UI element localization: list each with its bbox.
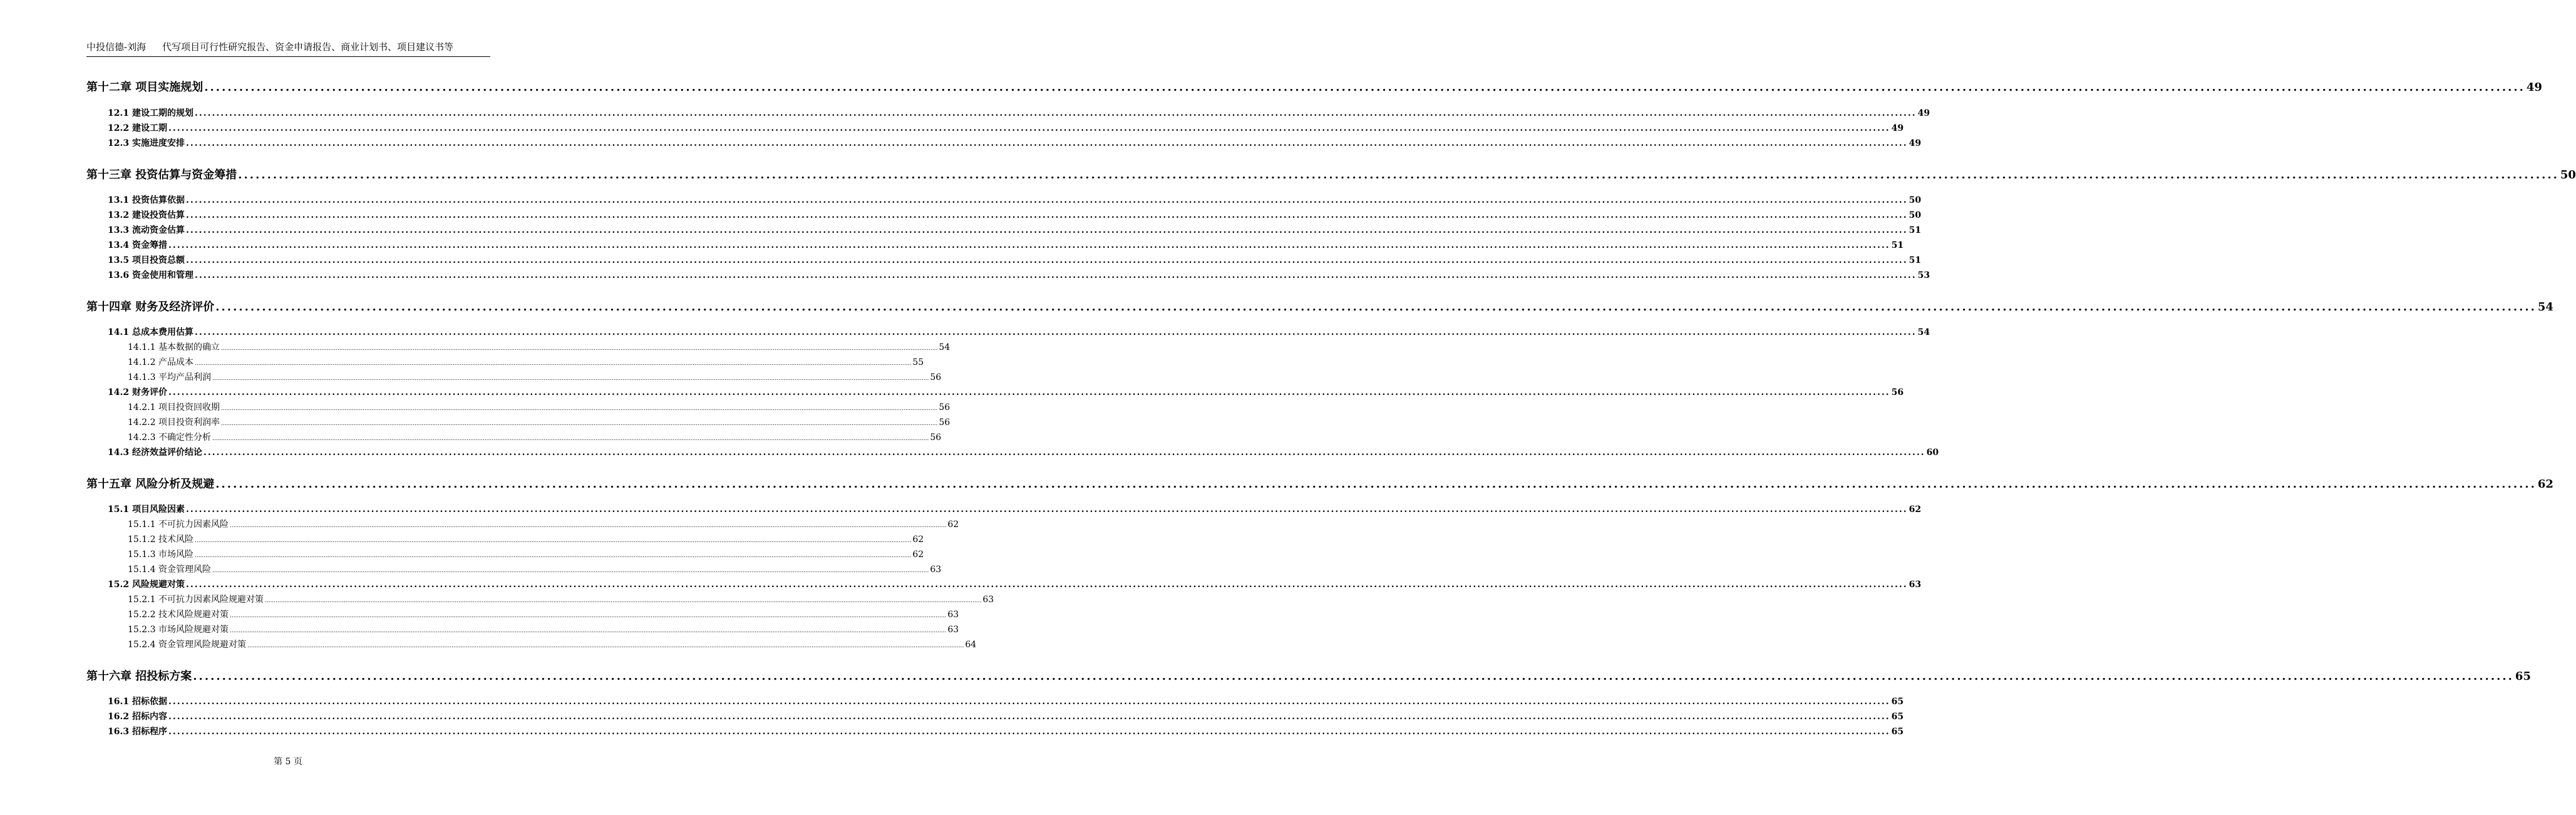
toc-page-number: 49 xyxy=(2526,81,2542,94)
toc-entry-label: 第十五章 风险分析及规避 xyxy=(86,478,215,491)
toc-sub-entry[interactable] xyxy=(128,416,951,428)
toc-entry-label: 12.3 实施进度安排 xyxy=(108,138,185,148)
toc-sub-entry[interactable] xyxy=(128,608,959,620)
toc-sub-entry[interactable] xyxy=(128,548,924,560)
toc-section-entry[interactable] xyxy=(108,710,1904,722)
toc-section-entry[interactable] xyxy=(108,446,1939,458)
toc-page-number: 54 xyxy=(939,342,951,352)
toc-dot-leader: ................................................................................................................................................................................................................................................................................................................................................................................................................ xyxy=(204,81,2525,94)
toc-page-number: 54 xyxy=(2537,300,2553,314)
toc-entry-label: 14.2.2 项目投资利润率 xyxy=(128,418,220,428)
toc-entry-label: 14.1.1 基本数据的确立 xyxy=(128,342,220,352)
toc-entry-label: 13.2 建设投资估算 xyxy=(108,210,185,220)
toc-dot-leader: ................................................................................................................................................................................................................................................................................................................................................................................................................ xyxy=(185,580,1908,590)
toc-entry-label: 15.2.4 资金管理风险规避对策 xyxy=(128,640,246,650)
toc-dot-leader: ................................................................................................................................................................................................................................................................................................................................................................................................................ xyxy=(194,553,912,559)
toc-page-number: 63 xyxy=(1909,580,1922,590)
toc-dot-leader: ................................................................................................................................................................................................................................................................................................................................................................................................................ xyxy=(220,406,938,412)
toc-page-number: 62 xyxy=(947,520,959,530)
toc-section-entry[interactable] xyxy=(108,254,1922,266)
toc-page-number: 62 xyxy=(1909,505,1922,515)
toc-entry-label: 第十六章 招投标方案 xyxy=(86,670,192,683)
toc-sub-entry[interactable] xyxy=(128,431,942,443)
toc-section-entry[interactable] xyxy=(108,325,1930,338)
toc-entry-label: 14.1 总成本费用估算 xyxy=(108,327,193,337)
toc-entry-label: 12.1 建设工期的规划 xyxy=(108,108,193,118)
toc-page-number: 51 xyxy=(1909,225,1922,235)
toc-page-number: 50 xyxy=(1909,195,1922,205)
toc-page-number: 60 xyxy=(1926,448,1939,458)
toc-dot-leader: ................................................................................................................................................................................................................................................................................................................................................................................................................ xyxy=(194,327,1917,337)
toc-page-number: 63 xyxy=(930,565,942,575)
toc-page-number: 49 xyxy=(1917,108,1930,118)
toc-entry-label: 16.1 招标依据 xyxy=(108,697,167,707)
toc-page-number: 53 xyxy=(1917,270,1930,280)
toc-entry-label: 14.2 财务评价 xyxy=(108,387,167,397)
toc-section-entry[interactable] xyxy=(108,238,1904,251)
toc-dot-leader: ................................................................................................................................................................................................................................................................................................................................................................................................................ xyxy=(212,436,929,442)
toc-section-entry[interactable] xyxy=(108,106,1930,119)
toc-entry-label: 14.2.1 项目投资回收期 xyxy=(128,402,220,413)
toc-sub-entry[interactable] xyxy=(128,356,924,368)
toc-page-number: 65 xyxy=(2515,670,2531,683)
toc-dot-leader: ................................................................................................................................................................................................................................................................................................................................................................................................................ xyxy=(238,168,2559,182)
toc-dot-leader: ................................................................................................................................................................................................................................................................................................................................................................................................................ xyxy=(193,670,2514,683)
toc-dot-leader: ................................................................................................................................................................................................................................................................................................................................................................................................................ xyxy=(215,300,2537,314)
toc-dot-leader: ................................................................................................................................................................................................................................................................................................................................................................................................................ xyxy=(194,108,1917,118)
toc-section-entry[interactable] xyxy=(108,208,1922,221)
toc-entry-label: 16.2 招标内容 xyxy=(108,712,167,722)
toc-dot-leader: ................................................................................................................................................................................................................................................................................................................................................................................................................ xyxy=(212,568,929,574)
toc-sub-entry[interactable] xyxy=(128,371,942,383)
toc-section-entry[interactable] xyxy=(108,386,1904,398)
toc-section-entry[interactable] xyxy=(108,695,1904,707)
toc-entry-label: 第十二章 项目实施规划 xyxy=(86,81,204,94)
toc-entry-label: 15.2.1 不可抗力因素风险规避对策 xyxy=(128,595,264,605)
toc-entry-label: 14.3 经济效益评价结论 xyxy=(108,448,202,458)
toc-dot-leader: ................................................................................................................................................................................................................................................................................................................................................................................................................ xyxy=(212,376,929,382)
toc-entry-label: 13.3 流动资金估算 xyxy=(108,225,185,235)
toc-section-entry[interactable] xyxy=(108,578,1922,590)
toc-page-number: 65 xyxy=(1891,727,1904,737)
toc-entry-label: 第十四章 财务及经济评价 xyxy=(86,300,215,314)
toc-dot-leader: ................................................................................................................................................................................................................................................................................................................................................................................................................ xyxy=(168,123,1890,133)
toc-page-number: 56 xyxy=(939,418,951,428)
toc-entry-label: 15.1.4 资金管理风险 xyxy=(128,565,211,575)
toc-dot-leader: ................................................................................................................................................................................................................................................................................................................................................................................................................ xyxy=(185,225,1908,235)
toc-page-number: 64 xyxy=(965,640,977,650)
toc-chapter-entry[interactable] xyxy=(86,667,2531,684)
toc-dot-leader: ................................................................................................................................................................................................................................................................................................................................................................................................................ xyxy=(203,448,1925,458)
toc-dot-leader: ................................................................................................................................................................................................................................................................................................................................................................................................................ xyxy=(168,697,1890,707)
toc-page-number: 51 xyxy=(1891,240,1904,250)
toc-page-number: 54 xyxy=(1917,327,1930,337)
toc-section-entry[interactable] xyxy=(108,725,1904,737)
toc-sub-entry[interactable] xyxy=(128,593,994,605)
toc-section-entry[interactable] xyxy=(108,269,1930,281)
toc-page-number: 56 xyxy=(930,433,942,443)
toc-section-entry[interactable] xyxy=(108,121,1904,134)
toc-section-entry[interactable] xyxy=(108,136,1922,149)
toc-section-entry[interactable] xyxy=(108,223,1922,236)
toc-page-number: 62 xyxy=(2537,478,2553,491)
toc-entry-label: 13.1 投资估算依据 xyxy=(108,195,185,205)
toc-page-number: 49 xyxy=(1891,123,1904,133)
toc-dot-leader: ................................................................................................................................................................................................................................................................................................................................................................................................................ xyxy=(264,598,982,604)
toc-entry-label: 15.1.2 技术风险 xyxy=(128,535,193,545)
toc-entry-label: 第十三章 投资估算与资金筹措 xyxy=(86,168,237,182)
toc-dot-leader: ................................................................................................................................................................................................................................................................................................................................................................................................................ xyxy=(194,538,912,544)
toc-dot-leader: ................................................................................................................................................................................................................................................................................................................................................................................................................ xyxy=(168,387,1890,397)
toc-page-number: 56 xyxy=(930,372,942,382)
toc-section-entry[interactable] xyxy=(108,503,1922,515)
toc-page-number: 50 xyxy=(2560,168,2576,182)
toc-page-number: 49 xyxy=(1909,138,1922,148)
toc-page-number: 56 xyxy=(1891,387,1904,397)
toc-sub-entry[interactable] xyxy=(128,518,959,530)
toc-dot-leader: ................................................................................................................................................................................................................................................................................................................................................................................................................ xyxy=(185,138,1908,148)
toc-sub-entry[interactable] xyxy=(128,341,951,353)
toc-page-number: 63 xyxy=(947,625,959,635)
toc-entry-label: 15.1.3 市场风险 xyxy=(128,550,193,560)
toc-dot-leader: ................................................................................................................................................................................................................................................................................................................................................................................................................ xyxy=(168,727,1890,737)
toc-page-number: 65 xyxy=(1891,712,1904,722)
toc-entry-label: 15.2.2 技术风险规避对策 xyxy=(128,610,229,620)
page-footer: 第 5 页 xyxy=(274,757,302,767)
toc-entry-label: 14.1.2 产品成本 xyxy=(128,357,193,367)
toc-entry-label: 15.2.3 市场风险规避对策 xyxy=(128,625,229,635)
toc-entry-label: 15.2 风险规避对策 xyxy=(108,580,185,590)
toc-dot-leader: ................................................................................................................................................................................................................................................................................................................................................................................................................ xyxy=(185,505,1908,515)
toc-section-entry[interactable] xyxy=(108,193,1922,206)
toc-dot-leader: ................................................................................................................................................................................................................................................................................................................................................................................................................ xyxy=(168,712,1890,722)
toc-chapter-entry[interactable] xyxy=(86,166,2576,182)
toc-chapter-entry[interactable] xyxy=(86,298,2553,314)
toc-dot-leader: ................................................................................................................................................................................................................................................................................................................................................................................................................ xyxy=(194,270,1917,280)
toc-dot-leader: ................................................................................................................................................................................................................................................................................................................................................................................................................ xyxy=(185,210,1908,220)
toc-dot-leader: ................................................................................................................................................................................................................................................................................................................................................................................................................ xyxy=(229,628,947,634)
toc-page-number: 63 xyxy=(982,595,994,605)
toc-entry-label: 13.4 资金筹措 xyxy=(108,240,167,250)
toc-sub-entry[interactable] xyxy=(128,563,942,575)
toc-page-number: 63 xyxy=(947,610,959,620)
toc-page-number: 56 xyxy=(939,402,951,413)
toc-entry-label: 13.5 项目投资总额 xyxy=(108,255,185,265)
toc-dot-leader: ................................................................................................................................................................................................................................................................................................................................................................................................................ xyxy=(185,255,1908,265)
toc-page-number: 55 xyxy=(912,357,924,367)
toc-entry-label: 13.6 资金使用和管理 xyxy=(108,270,193,280)
toc-entry-label: 16.3 招标程序 xyxy=(108,727,167,737)
toc-entry-label: 12.2 建设工期 xyxy=(108,123,167,133)
toc-dot-leader: ................................................................................................................................................................................................................................................................................................................................................................................................................ xyxy=(194,361,912,367)
toc-sub-entry[interactable] xyxy=(128,533,924,545)
toc-entry-label: 15.1 项目风险因素 xyxy=(108,505,185,515)
toc-dot-leader: ................................................................................................................................................................................................................................................................................................................................................................................................................ xyxy=(247,643,964,649)
toc-page-number: 65 xyxy=(1891,697,1904,707)
toc-page-number: 51 xyxy=(1909,255,1922,265)
toc-dot-leader: ................................................................................................................................................................................................................................................................................................................................................................................................................ xyxy=(185,195,1908,205)
toc-chapter-entry[interactable] xyxy=(86,475,2553,491)
toc-chapter-entry[interactable] xyxy=(86,78,2542,95)
toc-dot-leader: ................................................................................................................................................................................................................................................................................................................................................................................................................ xyxy=(229,523,947,529)
toc-page-number: 62 xyxy=(912,535,924,545)
toc-entry-label: 15.1.1 不可抗力因素风险 xyxy=(128,520,229,530)
toc-page-number: 62 xyxy=(912,550,924,560)
toc-sub-entry[interactable] xyxy=(128,401,951,413)
toc-dot-leader: ................................................................................................................................................................................................................................................................................................................................................................................................................ xyxy=(220,421,938,427)
header-author: 中投信德-刘海 xyxy=(86,41,147,53)
toc-page-number: 50 xyxy=(1909,210,1922,220)
toc-entry-label: 14.1.3 平均产品利润 xyxy=(128,372,211,382)
toc-dot-leader: ................................................................................................................................................................................................................................................................................................................................................................................................................ xyxy=(168,240,1890,250)
toc-dot-leader: ................................................................................................................................................................................................................................................................................................................................................................................................................ xyxy=(215,478,2537,491)
toc-sub-entry[interactable] xyxy=(128,623,959,635)
toc-dot-leader: ................................................................................................................................................................................................................................................................................................................................................................................................................ xyxy=(220,346,938,352)
toc-sub-entry[interactable] xyxy=(128,638,977,650)
toc-entry-label: 14.2.3 不确定性分析 xyxy=(128,433,211,443)
toc-dot-leader: ................................................................................................................................................................................................................................................................................................................................................................................................................ xyxy=(229,613,947,619)
header-tagline: 代写项目可行性研究报告、资金申请报告、商业计划书、项目建议书等 xyxy=(162,41,454,53)
